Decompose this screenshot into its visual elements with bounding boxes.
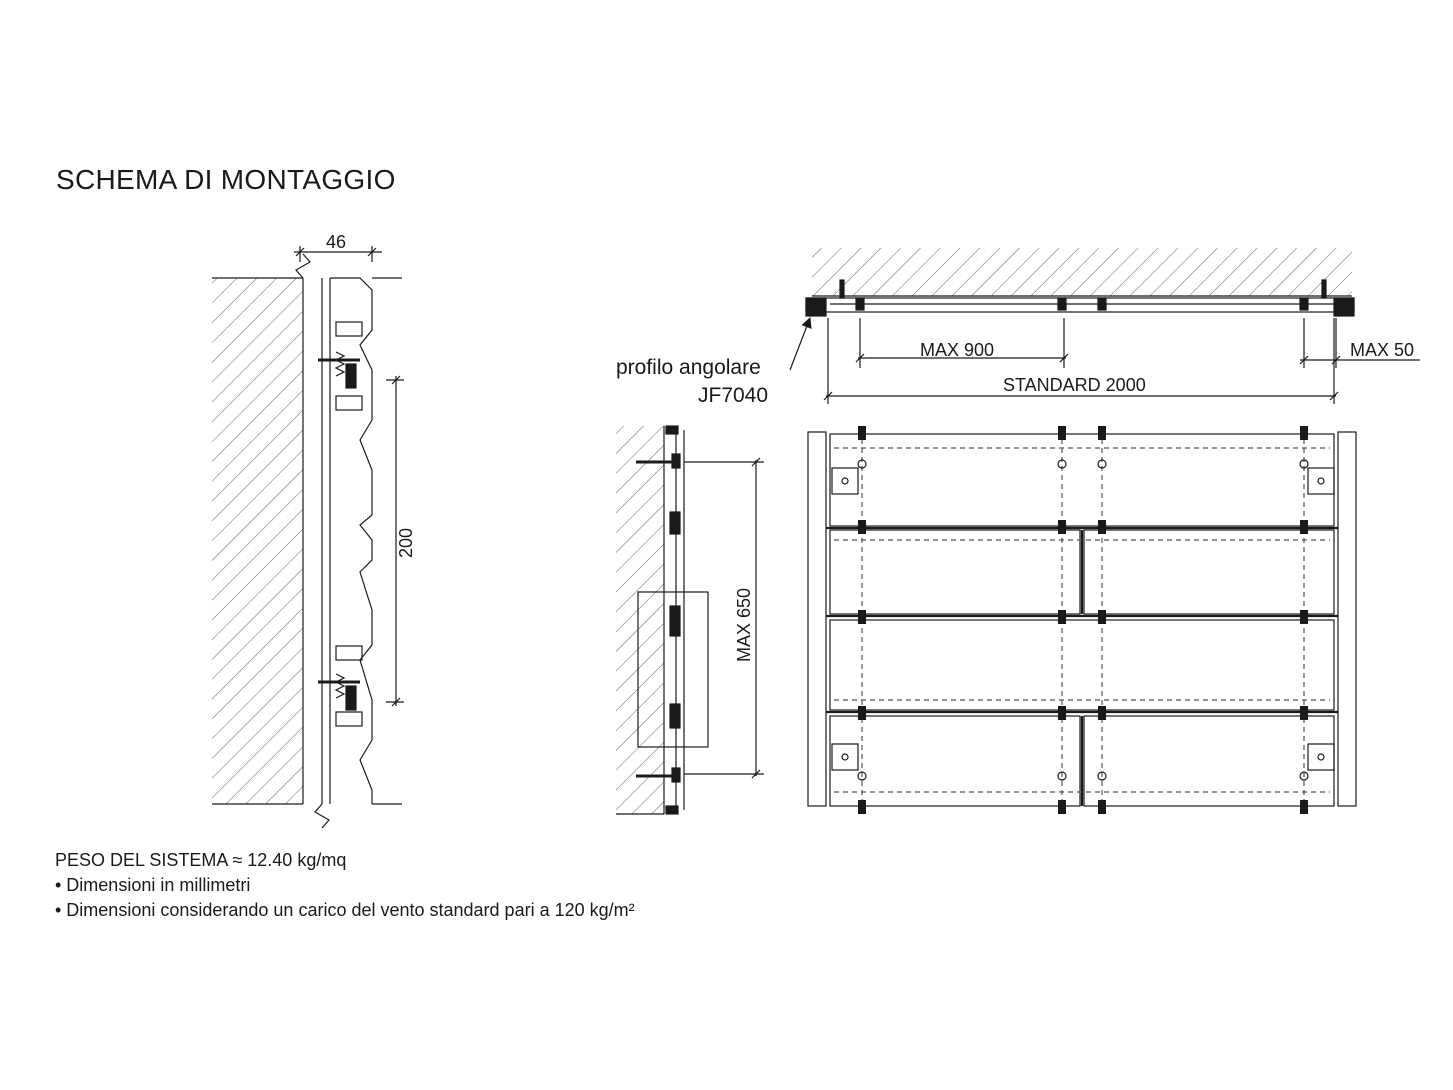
screw-top (318, 352, 360, 388)
page-title: SCHEMA DI MONTAGGIO (56, 164, 396, 195)
note-dimensions: • Dimensioni in millimetri (55, 875, 251, 895)
post-right (1338, 432, 1356, 806)
elevation (808, 426, 1356, 814)
section-detail (212, 246, 404, 828)
wall-hatch (212, 278, 303, 804)
wall-hatch-side (616, 426, 664, 814)
panel-3 (830, 620, 1334, 710)
note-wind-load: • Dimensioni considerando un carico del vento standard pari a 120 kg/m² (55, 900, 635, 920)
dim-standard-label: STANDARD 2000 (1003, 375, 1146, 395)
dim-max650-label: MAX 650 (734, 587, 754, 662)
post-left (808, 432, 826, 806)
dim-pitch-label: 200 (396, 527, 416, 558)
screw-bottom (318, 674, 360, 710)
dim-max900-label: MAX 900 (920, 340, 995, 360)
panel-2a (830, 530, 1080, 614)
callout-line2: JF7040 (698, 384, 769, 407)
plan-profile (806, 298, 1354, 312)
ceiling-hatch (812, 248, 1352, 296)
panel-2b (1084, 530, 1334, 614)
bracket-top (336, 322, 362, 336)
dim-depth-label: 46 (326, 232, 347, 252)
dim-max50-label: MAX 50 (1350, 340, 1415, 360)
notes-block (55, 848, 635, 923)
system-weight: PESO DEL SISTEMA ≈ 12.40 kg/mq (55, 850, 347, 870)
callout-line1: profilo angolare (616, 356, 761, 379)
bracket-bottom (336, 646, 362, 660)
